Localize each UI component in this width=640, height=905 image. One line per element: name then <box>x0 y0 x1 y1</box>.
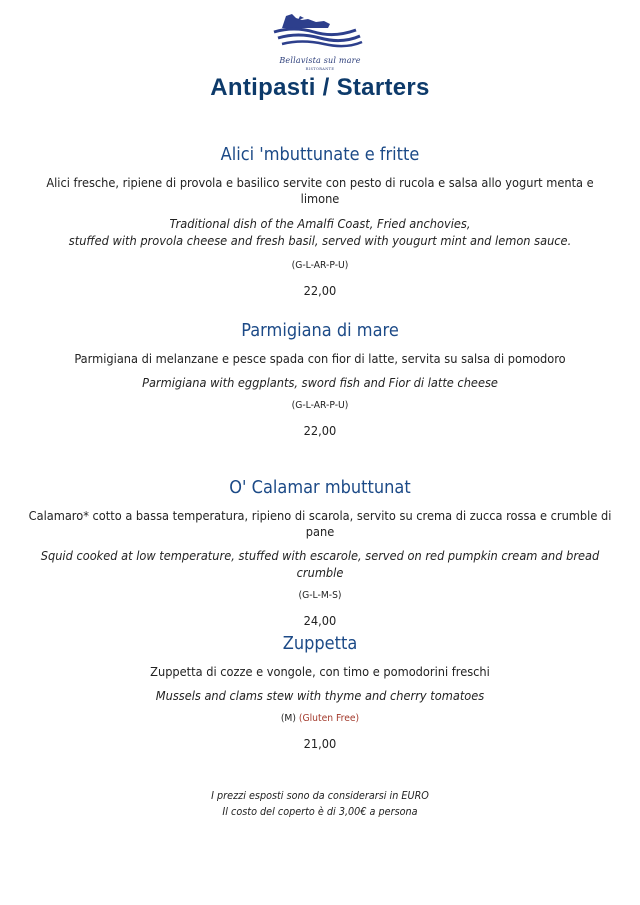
logo-name: Bellavista sul mare <box>279 56 361 65</box>
dish-description-en-line1: Traditional dish of the Amalfi Coast, Fried anchovies, <box>169 216 471 231</box>
logo-wave-icon <box>268 6 372 56</box>
dish-item <box>0 319 640 439</box>
cover-charge-note: Il costo del coperto è di 3,00€ a persona <box>222 806 418 818</box>
dish-description-en: Parmigiana with eggplants, sword fish and Fior di latte cheese <box>142 375 498 390</box>
dish-item <box>0 632 640 752</box>
dish-allergens: (G-L-AR-P-U) <box>291 400 349 411</box>
restaurant-logo <box>268 6 372 70</box>
dish-description-en-line2: stuffed with provola cheese and fresh basil, served with yougurt mint and lemon sauce. <box>68 233 572 248</box>
dish-name: Parmigiana di mare <box>241 320 399 341</box>
page-title: Antipasti / Starters <box>210 74 430 101</box>
gluten-free-badge: (Gluten Free) <box>298 713 360 724</box>
currency-note: I prezzi esposti sono da considerarsi in EURO <box>211 790 429 802</box>
dish-name: O' Calamar mbuttunat <box>229 477 411 498</box>
dish-allergens: (M) <box>280 713 296 724</box>
dish-name: Zuppetta <box>282 633 358 654</box>
dish-description-it: Calamaro* cotto a bassa temperatura, ripieno di scarola, servito su crema di zucca rossa e crumble di pane <box>28 508 612 539</box>
dish-item <box>0 476 640 629</box>
dish-allergens: (G-L-M-S) <box>298 590 342 601</box>
dish-description-it: Alici fresche, ripiene di provola e basilico servite con pesto di rucola e salsa allo yogurt menta e limone <box>46 175 594 206</box>
dish-allergens: (G-L-AR-P-U) <box>291 260 349 271</box>
dish-description-it: Zuppetta di cozze e vongole, con timo e pomodorini freschi <box>150 664 490 679</box>
dish-description-en: Squid cooked at low temperature, stuffed with escarole, served on red pumpkin cream and bread crumble <box>40 548 600 580</box>
dish-description-en <box>26 215 615 249</box>
dish-price: 22,00 <box>303 283 337 298</box>
dish-price: 22,00 <box>303 423 337 438</box>
dish-allergens-line <box>26 712 615 726</box>
dish-description-en: Mussels and clams stew with thyme and cherry tomatoes <box>155 688 485 703</box>
dish-item <box>0 143 640 299</box>
dish-description-it: Parmigiana di melanzane e pesce spada con fior di latte, servita su salsa di pomodoro <box>74 351 566 366</box>
dish-price: 21,00 <box>303 736 337 751</box>
dish-name: Alici 'mbuttunate e fritte <box>220 144 420 165</box>
logo-subtitle: RISTORANTE <box>305 67 335 71</box>
dish-price: 24,00 <box>303 613 337 628</box>
price-notes <box>26 788 615 820</box>
